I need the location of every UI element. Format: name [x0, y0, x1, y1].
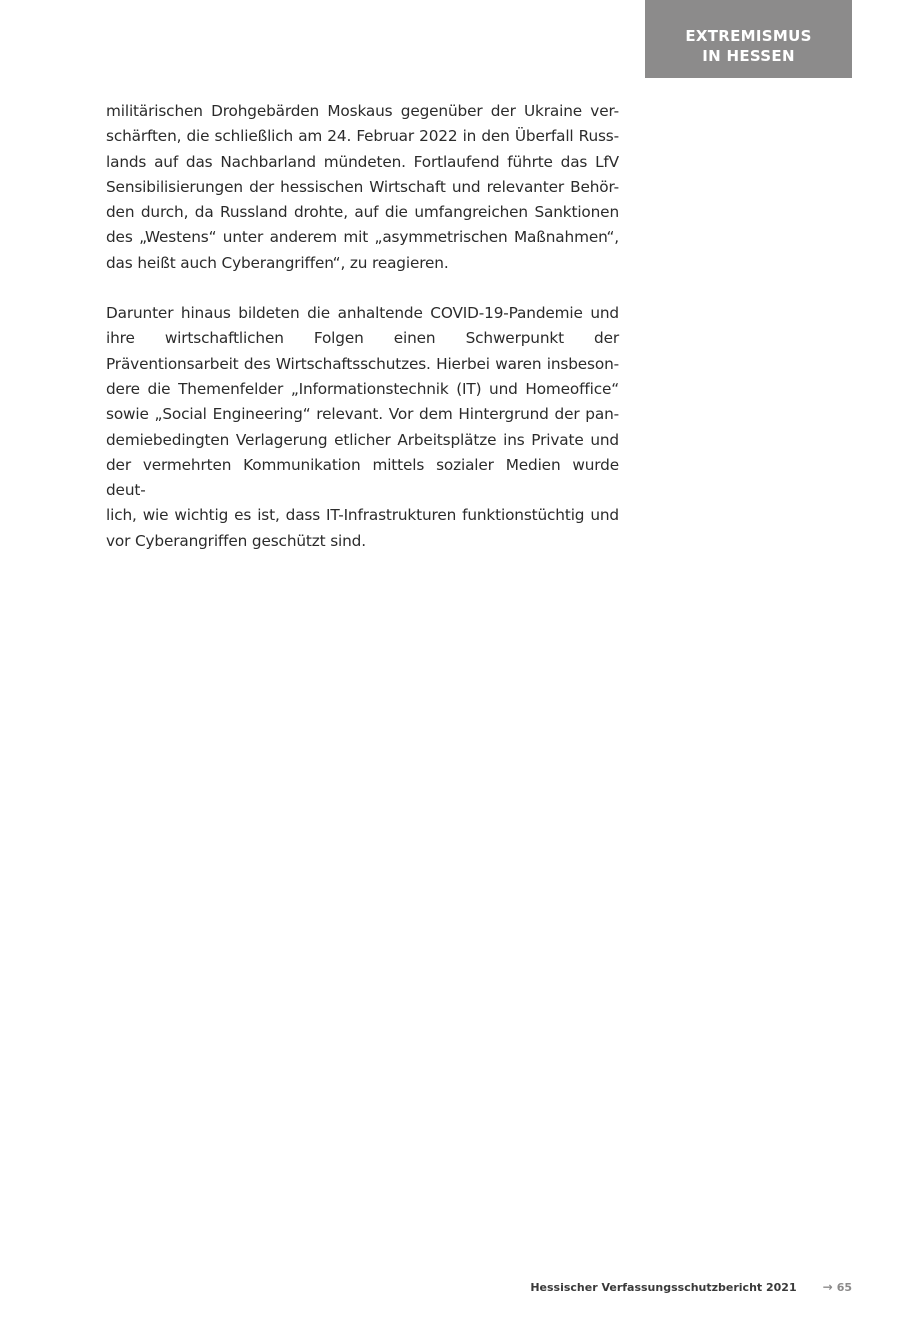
text-line: den durch, da Russland drohte, auf die umfangreichen Sanktionen	[106, 203, 619, 222]
body-text	[106, 99, 619, 579]
section-tab-line-1: EXTREMISMUS	[685, 27, 812, 45]
text-line: militärischen Drohgebärden Moskaus gegenüber der Ukraine ver-	[106, 102, 619, 120]
section-tab	[645, 0, 852, 78]
text-line: demiebedingten Verlagerung etlicher Arbeitsplätze ins Private und	[106, 430, 619, 449]
section-tab-line-2: IN HESSEN	[702, 47, 795, 65]
text-line: das heißt auch Cyberangriffen“, zu reagieren.	[106, 253, 449, 272]
text-line: lich, wie wichtig es ist, dass IT-Infrastrukturen funktionstüchtig und	[106, 506, 619, 525]
text-line: Präventionsarbeit des Wirtschaftsschutzes. Hierbei waren insbeson-	[106, 354, 619, 373]
page-number: 65	[836, 1280, 852, 1294]
text-line: Darunter hinaus bildeten die anhaltende COVID-19-Pandemie und	[106, 304, 619, 323]
paragraph-1	[106, 99, 619, 276]
text-line: des „Westens“ unter anderem mit „asymmetrischen Maßnahmen“,	[106, 228, 619, 247]
text-line: Sensibilisierungen der hessischen Wirtschaft und relevanter Behör-	[106, 177, 619, 196]
text-line: schärften, die schließlich am 24. Februar 2022 in den Überfall Russ-	[106, 127, 619, 146]
text-line: der vermehrten Kommunikation mittels sozialer Medien wurde deut-	[106, 455, 619, 500]
text-line: dere die Themenfelder „Informationstechnik (IT) und Homeoffice“	[106, 379, 619, 398]
page-footer	[530, 1280, 852, 1294]
text-line: lands auf das Nachbarland mündeten. Fortlaufend führte das LfV	[106, 152, 619, 171]
text-line: vor Cyberangriffen geschützt sind.	[106, 531, 366, 550]
paragraph-2	[106, 301, 619, 554]
text-line: ihre wirtschaftlichen Folgen einen Schwerpunkt der	[106, 329, 619, 348]
publication-title: Hessischer Verfassungsschutzbericht 2021	[530, 1280, 797, 1294]
text-line: sowie „Social Engineering“ relevant. Vor dem Hintergrund der pan-	[106, 405, 619, 424]
arrow-right-icon: →	[822, 1280, 833, 1294]
